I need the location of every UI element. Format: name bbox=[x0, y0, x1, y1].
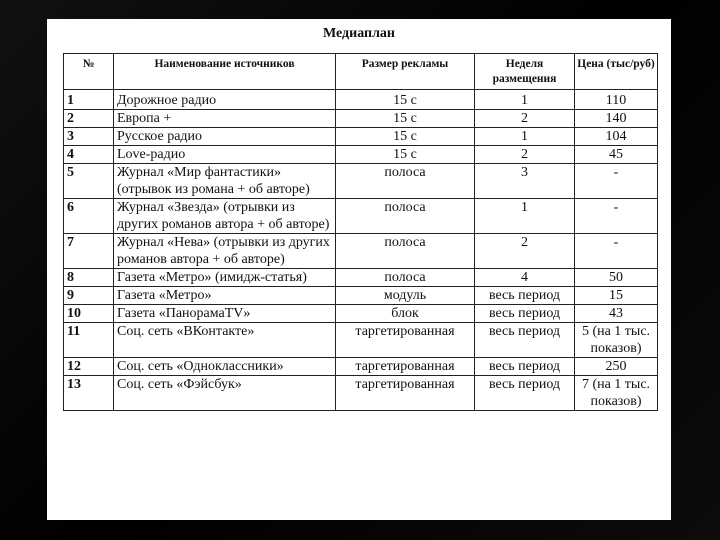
row-source: Журнал «Нева» (отрывки из других романов автора + об авторе) bbox=[114, 234, 336, 269]
table-row bbox=[64, 358, 658, 376]
row-price: - bbox=[575, 234, 658, 269]
table-row bbox=[64, 164, 658, 199]
row-price: 110 bbox=[575, 90, 658, 110]
row-num: 8 bbox=[64, 269, 114, 287]
row-num: 6 bbox=[64, 199, 114, 234]
row-week: 3 bbox=[475, 164, 575, 199]
row-week: весь период bbox=[475, 376, 575, 411]
row-source: Соц. сеть «Одноклассники» bbox=[114, 358, 336, 376]
header-size: Размер рекламы bbox=[336, 54, 475, 90]
row-size: полоса bbox=[336, 164, 475, 199]
row-price: 50 bbox=[575, 269, 658, 287]
row-size: полоса bbox=[336, 269, 475, 287]
row-week: 1 bbox=[475, 128, 575, 146]
row-num: 12 bbox=[64, 358, 114, 376]
header-source: Наименование источников bbox=[114, 54, 336, 90]
row-source: Русское радио bbox=[114, 128, 336, 146]
row-size: полоса bbox=[336, 234, 475, 269]
row-size: 15 с bbox=[336, 128, 475, 146]
table-row bbox=[64, 234, 658, 269]
row-week: 1 bbox=[475, 90, 575, 110]
row-week: 2 bbox=[475, 146, 575, 164]
row-week: 4 bbox=[475, 269, 575, 287]
table-row bbox=[64, 128, 658, 146]
table-row bbox=[64, 269, 658, 287]
row-source: Love-радио bbox=[114, 146, 336, 164]
row-num: 11 bbox=[64, 323, 114, 358]
row-price: 45 bbox=[575, 146, 658, 164]
row-week: весь период bbox=[475, 305, 575, 323]
row-source: Журнал «Мир фантастики» (отрывок из романа + об авторе) bbox=[114, 164, 336, 199]
row-size: таргетированная bbox=[336, 376, 475, 411]
table-row bbox=[64, 287, 658, 305]
row-num: 2 bbox=[64, 110, 114, 128]
row-source: Европа + bbox=[114, 110, 336, 128]
row-num: 13 bbox=[64, 376, 114, 411]
row-size: 15 с bbox=[336, 90, 475, 110]
row-source: Газета «Метро» bbox=[114, 287, 336, 305]
table-row bbox=[64, 146, 658, 164]
header-num: № bbox=[64, 54, 114, 90]
row-price: 7 (на 1 тыс. показов) bbox=[575, 376, 658, 411]
row-source: Соц. сеть «ВКонтакте» bbox=[114, 323, 336, 358]
row-price: - bbox=[575, 164, 658, 199]
row-price: - bbox=[575, 199, 658, 234]
row-price: 250 bbox=[575, 358, 658, 376]
row-size: модуль bbox=[336, 287, 475, 305]
table-row bbox=[64, 199, 658, 234]
row-num: 3 bbox=[64, 128, 114, 146]
row-week: весь период bbox=[475, 287, 575, 305]
row-num: 7 bbox=[64, 234, 114, 269]
row-num: 1 bbox=[64, 90, 114, 110]
row-week: весь период bbox=[475, 323, 575, 358]
row-num: 4 bbox=[64, 146, 114, 164]
row-week: 2 bbox=[475, 110, 575, 128]
row-num: 5 bbox=[64, 164, 114, 199]
document-title: Медиаплан bbox=[322, 26, 395, 41]
row-price: 15 bbox=[575, 287, 658, 305]
row-source: Дорожное радио bbox=[114, 90, 336, 110]
row-size: таргетированная bbox=[336, 358, 475, 376]
media-plan-table bbox=[63, 53, 658, 411]
row-week: весь период bbox=[475, 358, 575, 376]
row-week: 1 bbox=[475, 199, 575, 234]
header-price: Цена (тыс/руб) bbox=[575, 54, 658, 90]
table-header-row bbox=[64, 54, 658, 90]
table-row bbox=[64, 323, 658, 358]
row-source: Журнал «Звезда» (отрывки из других романов автора + об авторе) bbox=[114, 199, 336, 234]
header-week: Неделя размещения bbox=[475, 54, 575, 90]
row-num: 9 bbox=[64, 287, 114, 305]
row-price: 104 bbox=[575, 128, 658, 146]
table-row bbox=[64, 110, 658, 128]
row-source: Газета «Метро» (имидж-статья) bbox=[114, 269, 336, 287]
table-row bbox=[64, 90, 658, 110]
document-page bbox=[47, 19, 671, 520]
row-size: 15 с bbox=[336, 146, 475, 164]
row-size: таргетированная bbox=[336, 323, 475, 358]
table-row bbox=[64, 376, 658, 411]
row-source: Газета «ПанорамаTV» bbox=[114, 305, 336, 323]
table-row bbox=[64, 305, 658, 323]
row-size: полоса bbox=[336, 199, 475, 234]
row-price: 140 bbox=[575, 110, 658, 128]
row-num: 10 bbox=[64, 305, 114, 323]
row-size: 15 с bbox=[336, 110, 475, 128]
row-price: 43 bbox=[575, 305, 658, 323]
row-week: 2 bbox=[475, 234, 575, 269]
row-source: Соц. сеть «Фэйсбук» bbox=[114, 376, 336, 411]
row-size: блок bbox=[336, 305, 475, 323]
row-price: 5 (на 1 тыс. показов) bbox=[575, 323, 658, 358]
